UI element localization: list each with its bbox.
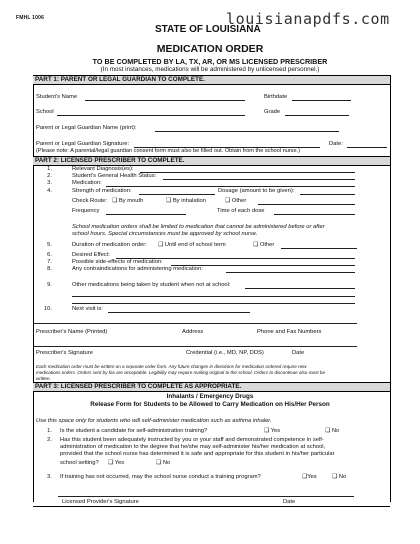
prescriber-info-line[interactable] [34, 323, 357, 324]
duration-other-field[interactable] [281, 248, 357, 249]
side-effects-label: Possible side-effects of medication: [72, 259, 163, 265]
q3-no-label: No [338, 474, 347, 480]
form-title: MEDICATION ORDER [156, 43, 264, 55]
frequency-label: Frequency [72, 208, 100, 214]
grade-label: Grade [264, 109, 281, 115]
grade-field[interactable] [285, 115, 349, 116]
part3-heading: PART 3: LICENSED PRESCRIBER TO COMPLETE AS APPROPRIATE. [33, 382, 390, 392]
item-number: 2. [47, 437, 52, 443]
parent-date-label: Date: [329, 141, 343, 147]
until-end-label: Until end of school term [164, 242, 226, 248]
q1-label: Is the student a candidate for self-administration training? [60, 428, 208, 434]
q2-yes[interactable]: ❑ Yes [108, 460, 125, 466]
desired-effect-label: Desired Effect: [72, 252, 110, 258]
self-administer-note: Use this space only for students who will self-administer medication such as asthma inhaler. [36, 418, 272, 424]
item-number: 4. [47, 188, 52, 194]
item-number: 9. [47, 282, 52, 288]
parent-name-field[interactable] [155, 131, 339, 132]
item-number: 1. [47, 166, 52, 172]
prescriber-signature-label: Prescriber's Signature [36, 350, 93, 356]
credential-label: Credential (i.e., MD, NP, DDS) [186, 350, 264, 356]
q2-line-2: administration of medication to the degree that he/she may self-administer his/her medication at school, [60, 444, 326, 450]
medication-field[interactable] [106, 186, 355, 187]
students-name-label: Student's Name [36, 94, 78, 100]
other-medications-field[interactable] [245, 288, 355, 289]
q3-label: If training has not occurred, may the school nurse conduct a training program? [60, 474, 261, 480]
fine-print-1: Each medication order must be written on a separate order form. Any future changes in directions for medication ordered require new [36, 364, 307, 369]
form-subtitle: TO BE COMPLETED BY LA, TX, AR, OR MS LICENSED PRESCRIBER [92, 57, 328, 66]
strength-label: Strength of medication: [72, 188, 132, 194]
q1-no-label: No [331, 428, 340, 434]
next-visit-field[interactable] [108, 312, 250, 313]
watermark: louisianapdfs.com [226, 10, 390, 28]
other-medications-label: Other medications being taken by student when not at school: [72, 282, 231, 288]
route-other-field[interactable] [258, 204, 355, 205]
part2-heading: PART 2: LICENSED PRESCRIBER TO COMPLETE. [33, 156, 390, 166]
provider-signature-label: Licensed Provider's Signature [62, 499, 139, 505]
duration-other-label: Other [259, 242, 275, 248]
next-visit-label: Next visit is: [72, 306, 103, 312]
q3-yes[interactable]: ❑Yes [302, 474, 317, 480]
duration-other-option[interactable]: ❑ Other [253, 242, 275, 248]
fine-print-3: written. [36, 376, 51, 381]
frame-right [390, 75, 391, 502]
health-status-field[interactable] [163, 179, 355, 180]
q3-yes-label: Yes [307, 474, 317, 480]
other-medications-field-3[interactable] [72, 303, 355, 304]
route-other-label: Other [231, 198, 247, 204]
address-label: Address [182, 329, 204, 335]
dosage-label: Dosage (amount to be given): [218, 188, 295, 194]
route-inhalation-option[interactable]: ❑ By inhalation [166, 198, 207, 204]
item-number: 6. [47, 252, 52, 258]
form-bottom-border [33, 506, 390, 507]
item-number: 2. [47, 173, 52, 179]
parent-signature-label: Parent or Legal Guardian Signature: [36, 141, 130, 147]
item-number: 7. [47, 259, 52, 265]
prescriber-date-label: Date [292, 350, 305, 356]
q1-yes-label: Yes [270, 428, 281, 434]
form-note: (In most instances, medications will be administered by unlicensed personnel.) [100, 66, 320, 73]
provider-signature-line[interactable] [58, 496, 354, 497]
other-medications-field-2[interactable] [72, 296, 355, 297]
state-heading: STATE OF LOUISIANA [155, 24, 261, 35]
item-number: 5. [47, 242, 52, 248]
medication-label: Medication: [72, 180, 102, 186]
time-each-dose-label: Time of each dose [217, 208, 265, 214]
frequency-field[interactable] [106, 214, 186, 215]
q2-line-1: Has this student been adequately instructed by you or your staff and demonstrated competence in self- [60, 437, 324, 443]
parent-name-label: Parent or Legal Guardian Name (print): [36, 125, 137, 131]
fine-print-2: medications orders. Orders sent by fax are acceptable. Legibility may require mailing original to the school. Orders to discontinue also must be [36, 370, 326, 375]
q3-no[interactable]: ❑ No [332, 474, 347, 480]
q1-no[interactable]: ❑ No [325, 428, 340, 434]
route-inhalation-label: By inhalation [172, 198, 207, 204]
frame-left [33, 75, 34, 502]
q2-no-label: No [162, 460, 171, 466]
provider-date-label: Date [283, 499, 296, 505]
route-mouth-label: By mouth [118, 198, 144, 204]
route-other-option[interactable]: ❑ Other [225, 198, 247, 204]
q2-no[interactable]: ❑ No [156, 460, 171, 466]
school-field[interactable] [57, 115, 245, 116]
q2-line-4: school setting? [60, 460, 99, 466]
until-end-option[interactable]: ❑ Until end of school term [158, 242, 226, 248]
item-number: 3. [47, 180, 52, 186]
diagnosis-field[interactable] [140, 172, 355, 173]
school-hours-note-1: School medication orders shall be limited to medication that cannot be administered before or after [72, 224, 325, 230]
form-id: FMHL 1006 [16, 15, 45, 21]
item-number: 1. [47, 428, 52, 434]
item-number: 8. [47, 266, 52, 272]
check-route-label: Check Route: [72, 198, 108, 204]
contraindications-field[interactable] [226, 272, 355, 273]
duration-label: Duration of medication order: [72, 242, 147, 248]
consent-note: (Please note: A parental/legal guardian consent form must also be filled out. Obtain from the school nurse.) [36, 148, 300, 154]
q2-line-3: provided that the school nurse has determined it is safe and appropriate for this student in his/her particular [60, 451, 335, 457]
prescriber-signature-line[interactable] [34, 346, 357, 347]
item-number: 10. [43, 306, 52, 312]
diagnosis-label: Relevant Diagnosis(es): [72, 166, 134, 172]
dosage-field[interactable] [300, 194, 355, 195]
route-mouth-option[interactable]: ❑ By mouth [112, 198, 144, 204]
birthdate-field[interactable] [292, 100, 351, 101]
strength-field[interactable] [139, 194, 215, 195]
parent-date-field[interactable] [347, 147, 387, 148]
time-each-dose-field[interactable] [274, 214, 355, 215]
prescriber-name-label: Prescriber's Name (Printed) [36, 329, 108, 335]
inhalants-heading: Inhalants / Emergency Drugs [166, 393, 254, 400]
health-status-label: Student's General Health Status: [72, 173, 157, 179]
school-hours-note-2: school hours. Special circumstances must be approved by school nurse. [72, 231, 258, 237]
contraindications-label: Any contraindications for administering medication: [72, 266, 203, 272]
q1-yes[interactable]: ❑ Yes [264, 428, 281, 434]
release-form-heading: Release Form for Students to be Allowed to Carry Medication on His/Her Person [90, 401, 330, 408]
phone-fax-label: Phone and Fax Numbers [257, 329, 322, 335]
school-label: School [36, 109, 54, 115]
students-name-field[interactable] [85, 100, 245, 101]
birthdate-label: Birthdate [264, 94, 288, 100]
item-number: 3. [47, 474, 52, 480]
q2-yes-label: Yes [114, 460, 125, 466]
part1-heading: PART 1: PARENT OR LEGAL GUARDIAN TO COMPLETE. [33, 75, 390, 85]
